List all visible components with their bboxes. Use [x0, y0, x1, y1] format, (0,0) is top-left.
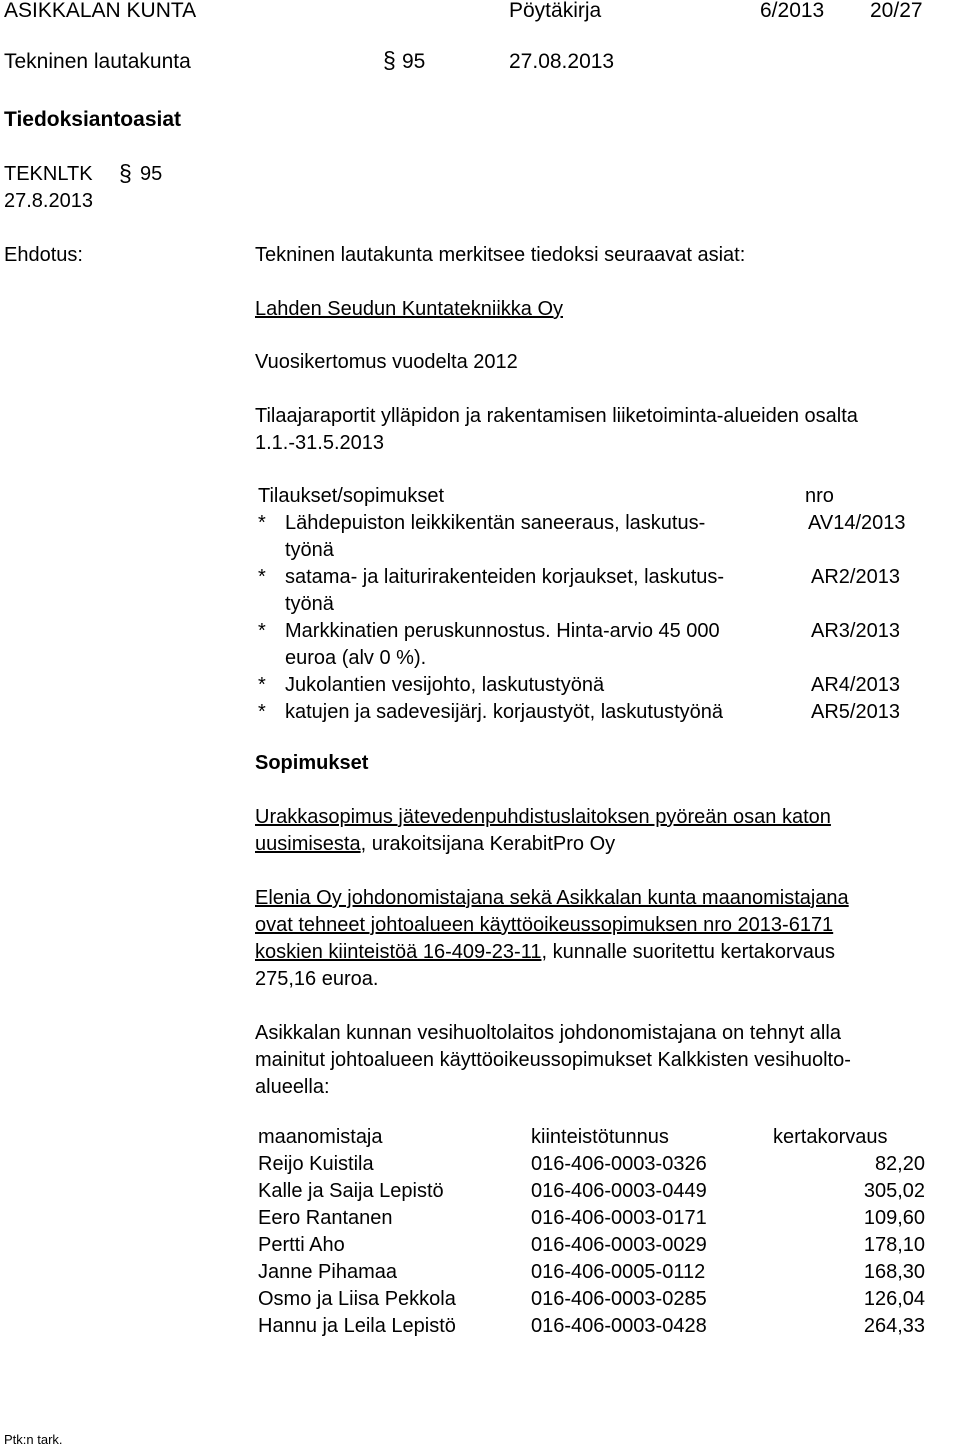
order-code: AR2/2013	[811, 566, 900, 588]
landowner-name: Hannu ja Leila Lepistö	[258, 1315, 456, 1337]
property-id: 016-406-0003-0449	[531, 1180, 707, 1202]
reference-section-number: 95	[140, 163, 163, 185]
order-item	[255, 564, 935, 591]
contract-3-line3: alueella:	[255, 1076, 330, 1098]
table-row	[255, 1313, 925, 1340]
landowner-name: Osmo ja Liisa Pekkola	[258, 1288, 456, 1310]
order-item-continuation	[255, 645, 935, 672]
compensation-amount: 82,20	[874, 1153, 925, 1175]
order-description: Lähdepuiston leikkikentän saneeraus, laskutus-	[285, 512, 706, 534]
contract-3-line1: Asikkalan kunnan vesihuoltolaitos johdonomistajana on tehnyt alla	[255, 1022, 841, 1044]
property-id: 016-406-0003-0326	[531, 1153, 707, 1175]
property-id: 016-406-0003-0029	[531, 1234, 707, 1256]
reference-code: TEKNLTK	[4, 163, 93, 185]
order-description-cont: työnä	[285, 539, 334, 561]
order-code: AR4/2013	[811, 674, 900, 696]
contract-paragraph-1	[255, 804, 945, 858]
contract-2-amount: 275,16 euroa.	[255, 968, 379, 990]
order-code: AR5/2013	[811, 701, 900, 723]
table-row	[255, 1286, 925, 1313]
landowner-name: Reijo Kuistila	[258, 1153, 374, 1175]
contract-2-line2: ovat tehneet johtoalueen käyttöoikeussopimuksen nro 2013-6171	[255, 914, 834, 936]
property-id: 016-406-0005-0112	[531, 1261, 706, 1283]
bullet-star: *	[258, 512, 266, 534]
property-id: 016-406-0003-0171	[531, 1207, 707, 1229]
section-sign: §	[383, 47, 396, 73]
compensation-amount: 264,33	[863, 1315, 925, 1337]
proposal-label: Ehdotus:	[4, 244, 83, 266]
committee-name: Tekninen lautakunta	[4, 50, 191, 73]
order-item	[255, 699, 935, 726]
table-header-row	[255, 1124, 925, 1151]
order-item	[255, 672, 935, 699]
compensation-amount: 305,02	[863, 1180, 925, 1202]
column-header-property-id: kiinteistötunnus	[531, 1126, 669, 1148]
bullet-star: *	[258, 674, 266, 696]
minutes-checker-label: Ptk:n tark.	[4, 1432, 63, 1447]
order-description: Markkinatien peruskunnostus. Hinta-arvio 45 000	[285, 620, 720, 642]
property-id: 016-406-0003-0285	[531, 1288, 707, 1310]
compensation-amount: 109,60	[863, 1207, 925, 1229]
column-header-landowner: maanomistaja	[258, 1126, 383, 1148]
meeting-date: 27.08.2013	[509, 50, 615, 73]
order-item	[255, 510, 935, 537]
landowner-name: Kalle ja Saija Lepistö	[258, 1180, 444, 1202]
page-title: Tiedoksiantoasiat	[4, 108, 182, 131]
order-description: Jukolantien vesijohto, laskutustyönä	[285, 674, 605, 696]
table-row	[255, 1259, 925, 1286]
proposal-intro: Tekninen lautakunta merkitsee tiedoksi seuraavat asiat:	[255, 244, 746, 266]
table-row	[255, 1178, 925, 1205]
landowner-table	[255, 1124, 925, 1340]
contract-paragraph-3	[255, 1020, 945, 1101]
landowner-name: Pertti Aho	[258, 1234, 345, 1256]
reference-section-sign: §	[119, 160, 132, 186]
bullet-star: *	[258, 566, 266, 588]
order-code: AV14/2013	[808, 512, 906, 534]
order-description-cont: euroa (alv 0 %).	[285, 647, 427, 669]
bullet-star: *	[258, 620, 266, 642]
annual-report: Vuosikertomus vuodelta 2012	[255, 351, 518, 373]
contract-1-contractor: , urakoitsijana KerabitPro Oy	[360, 833, 616, 855]
contracts-heading: Sopimukset	[255, 752, 369, 774]
page-number: 20/27	[870, 0, 923, 22]
orders-header	[255, 483, 935, 510]
order-description: satama- ja laiturirakenteiden korjaukset, laskutus-	[285, 566, 725, 588]
document-type: Pöytäkirja	[509, 0, 602, 22]
order-description-cont: työnä	[285, 593, 334, 615]
order-item-continuation	[255, 537, 935, 564]
landowner-name: Janne Pihamaa	[258, 1261, 397, 1283]
organization-name: ASIKKALAN KUNTA	[4, 0, 197, 22]
bullet-star: *	[258, 701, 266, 723]
landowner-name: Eero Rantanen	[258, 1207, 393, 1229]
client-report-line2: 1.1.-31.5.2013	[255, 432, 384, 454]
order-item	[255, 618, 935, 645]
contract-2-line1: Elenia Oy johdonomistajana sekä Asikkalan kunta maanomistajana	[255, 887, 849, 909]
property-id: 016-406-0003-0428	[531, 1315, 707, 1337]
contract-1-title-line1: Urakkasopimus jätevedenpuhdistuslaitoksen pyöreän osan katon	[255, 806, 831, 828]
order-description: katujen ja sadevesijärj. korjaustyöt, laskutustyönä	[285, 701, 724, 723]
company-name: Lahden Seudun Kuntatekniikka Oy	[255, 298, 563, 320]
order-item-continuation	[255, 591, 935, 618]
orders-header-code: nro	[805, 485, 834, 507]
table-row	[255, 1151, 925, 1178]
contract-3-line2: mainitut johtoalueen käyttöoikeussopimukset Kalkkisten vesihuolto-	[255, 1049, 851, 1071]
document-number: 6/2013	[760, 0, 825, 22]
column-header-compensation: kertakorvaus	[773, 1126, 888, 1148]
reference-date: 27.8.2013	[4, 190, 93, 212]
contract-1-title-line2: uusimisesta	[255, 833, 361, 855]
section-number: 95	[402, 50, 426, 73]
compensation-amount: 178,10	[863, 1234, 925, 1256]
orders-header-label: Tilaukset/sopimukset	[258, 485, 444, 507]
order-code: AR3/2013	[811, 620, 900, 642]
compensation-amount: 126,04	[863, 1288, 925, 1310]
table-row	[255, 1205, 925, 1232]
contract-2-compensation-text: , kunnalle suoritettu kertakorvaus	[541, 941, 835, 963]
contract-2-property: koskien kiinteistöä 16-409-23-11	[255, 941, 542, 963]
contract-paragraph-2	[255, 885, 945, 993]
compensation-amount: 168,30	[863, 1261, 925, 1283]
client-report-line1: Tilaajaraportit ylläpidon ja rakentamisen liiketoiminta-alueiden osalta	[255, 405, 858, 427]
table-row	[255, 1232, 925, 1259]
